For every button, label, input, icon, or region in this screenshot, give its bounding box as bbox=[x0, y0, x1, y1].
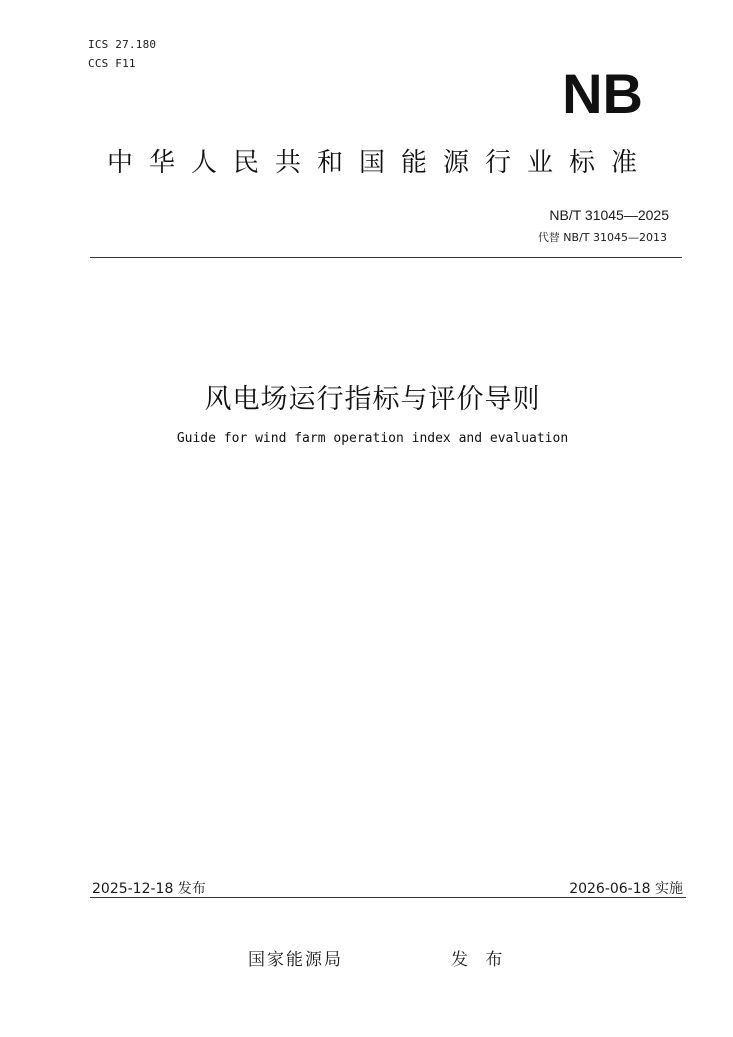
standard-number: NB/T 31045—2025 bbox=[549, 207, 669, 223]
publish-label: 发 布 bbox=[451, 950, 509, 970]
ccs-code: CCS F11 bbox=[88, 57, 136, 70]
document-title-english: Guide for wind farm operation index and evaluation bbox=[176, 431, 569, 446]
standard-category-title: 中华人民共和国能源行业标准 bbox=[106, 148, 653, 178]
bottom-divider bbox=[90, 897, 686, 898]
issue-date: 2025-12-18 发布 bbox=[92, 881, 206, 897]
nb-logo: NB bbox=[562, 62, 643, 125]
top-divider bbox=[90, 257, 682, 258]
implementation-date: 2026-06-18 实施 bbox=[569, 881, 683, 897]
issuing-authority: 国家能源局 bbox=[248, 950, 343, 970]
ics-code: ICS 27.180 bbox=[88, 38, 157, 51]
document-title-chinese: 风电场运行指标与评价导则 bbox=[204, 384, 541, 415]
replaces-standard: 代替 NB/T 31045—2013 bbox=[537, 231, 667, 244]
